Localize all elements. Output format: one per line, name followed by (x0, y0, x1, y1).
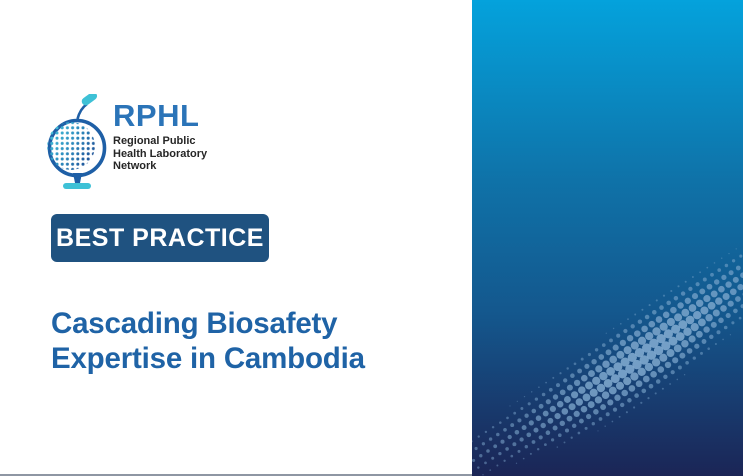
title-line-1: Cascading Biosafety (51, 307, 338, 340)
title-line-2: Expertise in Cambodia (51, 342, 365, 375)
globe-icon (44, 94, 110, 192)
logo-text (113, 94, 207, 173)
logo-org-name (113, 135, 207, 173)
badge-label: BEST PRACTICE (56, 223, 264, 252)
logo-acronym: RPHL (113, 98, 200, 133)
rphl-logo (44, 94, 207, 192)
best-practice-badge (51, 214, 269, 262)
logo-name-line: Regional Public (113, 135, 196, 147)
logo-name-line: Network (113, 160, 157, 172)
halftone-wave-pattern (472, 0, 743, 476)
logo-name-line: Health Laboratory (113, 147, 208, 160)
side-gradient-panel (472, 0, 743, 476)
slide-title (51, 306, 411, 376)
